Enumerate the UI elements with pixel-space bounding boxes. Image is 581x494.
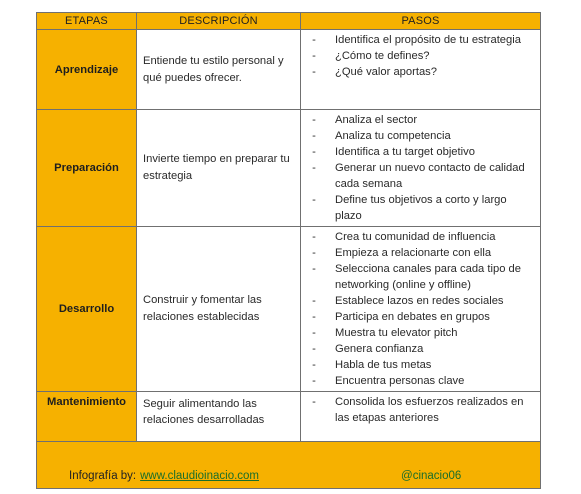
step-item: - ¿Cómo te defines? (307, 48, 536, 64)
step-item: - Genera confianza (307, 341, 536, 357)
header-description: DESCRIPCIÓN (137, 13, 301, 30)
step-item: - Generar un nuevo contacto de calidad cada semana (307, 160, 536, 192)
step-item: - Identifica el propósito de tu estrategia (307, 32, 536, 48)
step-item: - Identifica a tu target objetivo (307, 144, 536, 160)
table-row (37, 110, 541, 227)
networking-plan-table (36, 12, 541, 489)
table-row (37, 227, 541, 392)
bullet-dash: - (312, 311, 316, 323)
bullet-dash: - (312, 396, 316, 408)
steps-cell (301, 392, 541, 442)
step-item: - Define tus objetivos a corto y largo plazo (307, 192, 536, 224)
header-steps: PASOS (301, 13, 541, 30)
bullet-dash: - (312, 263, 316, 275)
bullet-dash: - (312, 295, 316, 307)
step-item: - Consolida los esfuerzos realizados en las etapas anteriores (307, 394, 536, 426)
steps-list (307, 229, 536, 389)
bullet-dash: - (312, 343, 316, 355)
bullet-dash: - (312, 247, 316, 259)
table-row (37, 30, 541, 110)
step-item: - Establece lazos en redes sociales (307, 293, 536, 309)
steps-list (307, 112, 536, 224)
bullet-dash: - (312, 34, 316, 46)
step-item: - Selecciona canales para cada tipo de networking (online y offline) (307, 261, 536, 293)
description-cell: Seguir alimentando las relaciones desarrolladas (137, 392, 301, 442)
step-item: - Participa en debates en grupos (307, 309, 536, 325)
steps-cell (301, 227, 541, 392)
step-item: - Habla de tus metas (307, 357, 536, 373)
bullet-dash: - (312, 66, 316, 78)
steps-cell (301, 110, 541, 227)
header-stages: ETAPAS (37, 13, 137, 30)
bullet-dash: - (312, 194, 316, 206)
stage-cell: Aprendizaje (37, 30, 137, 110)
description-cell: Construir y fomentar las relaciones establecidas (137, 227, 301, 392)
stage-cell: Desarrollo (37, 227, 137, 392)
footer-row (37, 442, 541, 489)
step-item: - Muestra tu elevator pitch (307, 325, 536, 341)
step-item: - ¿Qué valor aportas? (307, 64, 536, 80)
bullet-dash: - (312, 50, 316, 62)
twitter-handle: @cinacio06 (401, 470, 462, 482)
footer-cell (37, 442, 541, 489)
steps-list (307, 32, 536, 80)
step-item: - Crea tu comunidad de influencia (307, 229, 536, 245)
bullet-dash: - (312, 327, 316, 339)
bullet-dash: - (312, 130, 316, 142)
stage-cell: Preparación (37, 110, 137, 227)
bullet-dash: - (312, 359, 316, 371)
bullet-dash: - (312, 146, 316, 158)
website-link[interactable]: www.claudioinacio.com (140, 470, 260, 482)
step-item: - Encuentra personas clave (307, 373, 536, 389)
steps-list (307, 394, 536, 426)
header-row (37, 13, 541, 30)
bullet-dash: - (312, 375, 316, 387)
table-row (37, 392, 541, 442)
description-cell: Entiende tu estilo personal y qué puedes ofrecer. (137, 30, 301, 110)
steps-cell (301, 30, 541, 110)
stage-cell: Mantenimiento (37, 392, 137, 442)
bullet-dash: - (312, 162, 316, 174)
credits (37, 436, 540, 494)
bullet-dash: - (312, 114, 316, 126)
step-item: - Analiza tu competencia (307, 128, 536, 144)
description-cell: Invierte tiempo en preparar tu estrategia (137, 110, 301, 227)
step-item: - Analiza el sector (307, 112, 536, 128)
step-item: - Empieza a relacionarte con ella (307, 245, 536, 261)
bullet-dash: - (312, 231, 316, 243)
credit-label: Infografía by: (69, 470, 137, 482)
